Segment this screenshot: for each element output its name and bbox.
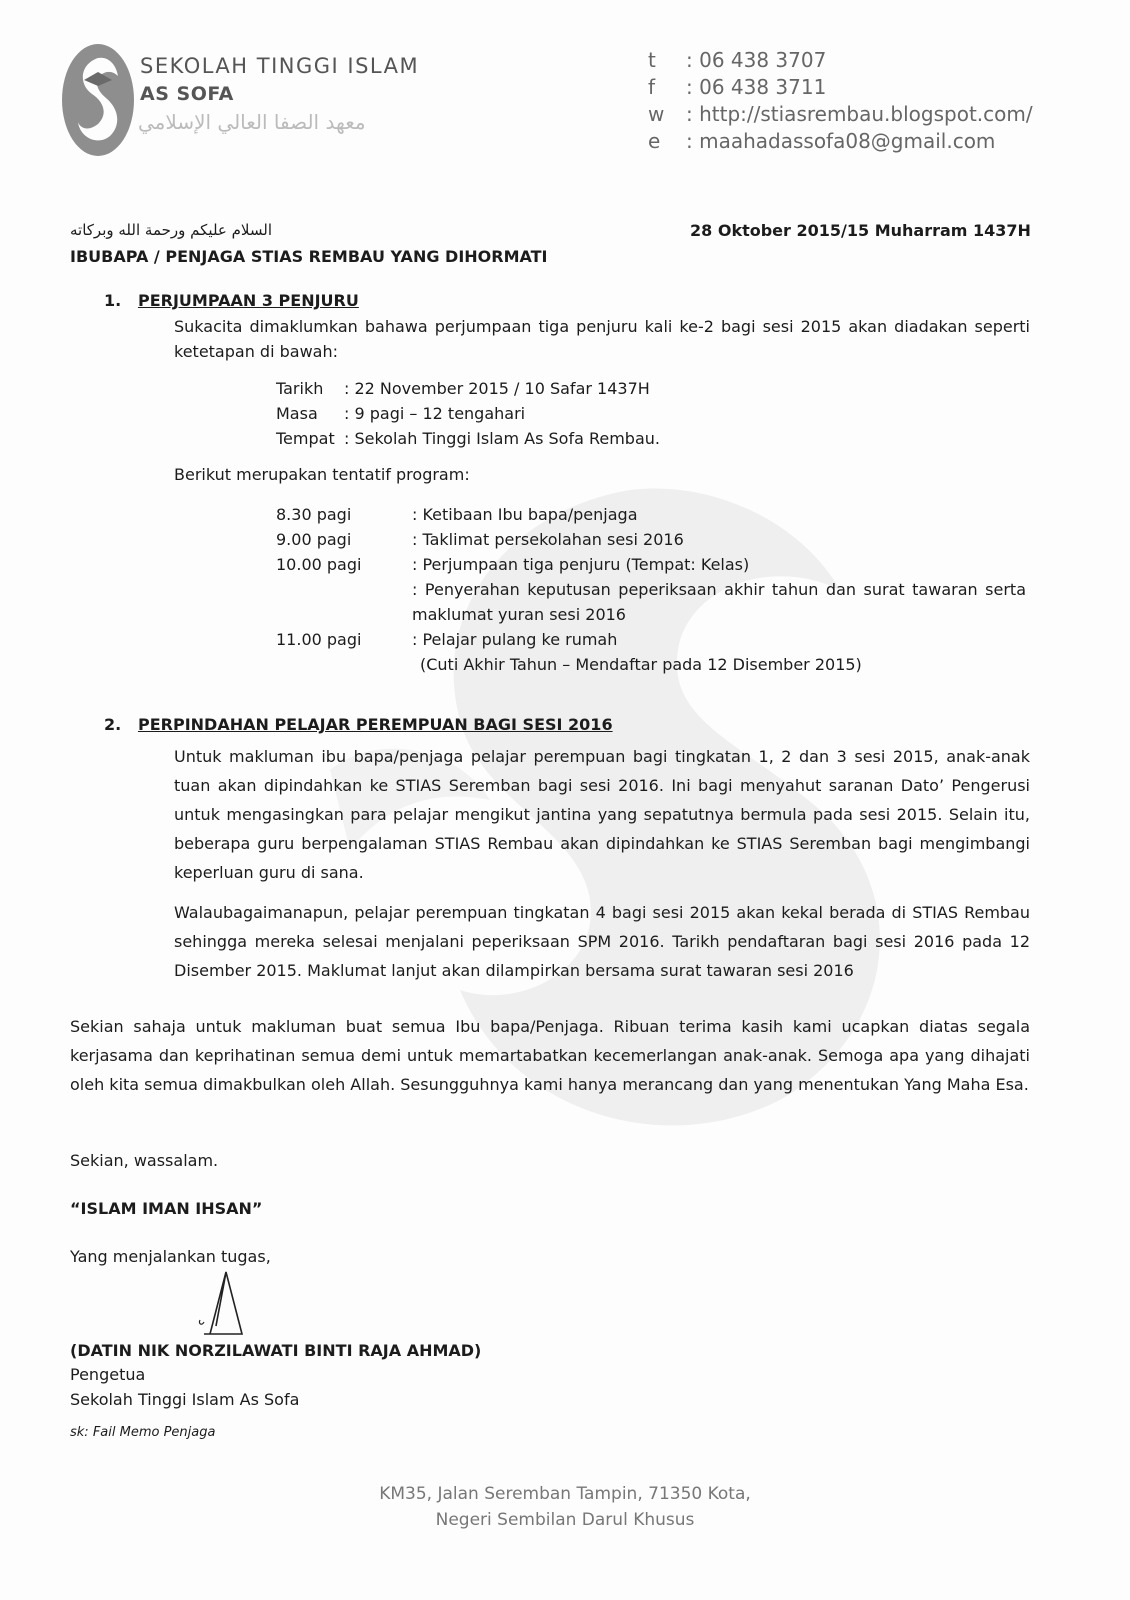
school-name: SEKOLAH TINGGI ISLAM bbox=[140, 54, 420, 78]
schedule-row bbox=[276, 577, 1036, 627]
cc-note: sk: Fail Memo Penjaga bbox=[70, 1425, 216, 1440]
schedule-time: 9.00 pagi bbox=[276, 530, 352, 549]
section1-number: 1. bbox=[104, 291, 122, 310]
signer-name: (DATIN NIK NORZILAWATI BINTI RAJA AHMAD) bbox=[70, 1341, 482, 1360]
contact-row-web bbox=[648, 100, 1033, 127]
schedule-row bbox=[276, 552, 1036, 577]
schedule-activity: : Penyerahan keputusan peperiksaan akhir tahun dan surat tawaran serta maklumat yuran sesi 2016 bbox=[412, 580, 1026, 624]
schedule-time: 8.30 pagi bbox=[276, 505, 352, 524]
schedule-time bbox=[276, 652, 412, 677]
schedule-activity: : Taklimat persekolahan sesi 2016 bbox=[412, 530, 684, 549]
section2-paragraph-2: Walaubagaimanapun, pelajar perempuan tingkatan 4 bagi sesi 2015 akan kekal berada di STIAS Rembau sehingga mereka selesai menjalani peperiksaan SPM 2016. Tarikh pendaftaran bagi sesi 2016 pada 12 Disember 2015. Maklumat lanjut akan dilampirkan bersama surat tawaran sesi 2016 bbox=[174, 903, 1030, 980]
wassalam: Sekian, wassalam. bbox=[70, 1151, 219, 1170]
detail-row-time bbox=[276, 401, 876, 426]
schedule-activity: : Pelajar pulang ke rumah bbox=[412, 630, 618, 649]
meeting-details bbox=[276, 376, 876, 451]
contact-email: : maahadassofa08@gmail.com bbox=[686, 128, 996, 153]
detail-label: Tarikh bbox=[276, 379, 324, 398]
schedule-time bbox=[276, 577, 412, 627]
motto: “ISLAM IMAN IHSAN” bbox=[70, 1199, 263, 1218]
contact-phone: : 06 438 3707 bbox=[686, 47, 827, 72]
signer-school: Sekolah Tinggi Islam As Sofa bbox=[70, 1390, 300, 1409]
schedule-row bbox=[276, 627, 1036, 652]
schedule-activity: (Cuti Akhir Tahun – Mendaftar pada 12 Disember 2015) bbox=[420, 655, 862, 674]
contact-row-fax bbox=[648, 73, 1033, 100]
contact-block bbox=[648, 46, 1033, 154]
contact-key: f bbox=[648, 74, 656, 99]
section2-title: PERPINDAHAN PELAJAR PEREMPUAN BAGI SESI 2016 bbox=[138, 715, 613, 734]
footer-address-line-1: KM35, Jalan Seremban Tampin, 71350 Kota, bbox=[379, 1484, 751, 1504]
letter-date: 28 Oktober 2015/15 Muharram 1437H bbox=[690, 221, 1031, 240]
contact-row-email bbox=[648, 127, 1033, 154]
salam-greeting: السلام عليكم ورحمة الله وبركاته bbox=[70, 221, 272, 239]
detail-row-date bbox=[276, 376, 876, 401]
section1-title: PERJUMPAAN 3 PENJURU bbox=[138, 291, 359, 310]
detail-value: : 22 November 2015 / 10 Safar 1437H bbox=[344, 379, 650, 398]
program-intro: Berikut merupakan tentatif program: bbox=[174, 465, 470, 484]
contact-key: t bbox=[648, 47, 656, 72]
signer-position: Pengetua bbox=[70, 1365, 146, 1384]
detail-value: : Sekolah Tinggi Islam As Sofa Rembau. bbox=[344, 429, 660, 448]
detail-row-place bbox=[276, 426, 876, 451]
schedule-activity: : Ketibaan Ibu bapa/penjaga bbox=[412, 505, 638, 524]
contact-website: : http://stiasrembau.blogspot.com/ bbox=[686, 101, 1033, 126]
school-subname: AS SOFA bbox=[140, 83, 234, 105]
section2-number: 2. bbox=[104, 715, 122, 734]
schedule-row bbox=[276, 652, 1036, 677]
closing-paragraph: Sekian sahaja untuk makluman buat semua Ibu bapa/Penjaga. Ribuan terima kasih kami ucapkan diatas segala kerjasama dan keprihatinan semua demi untuk memartabatkan kecemerlangan anak-anak. Semoga apa yang dihajati oleh kita semua dimakbulkan oleh Allah. Sesungguhnya kami hanya merancang dan yang menentukan Yang Maha Esa. bbox=[70, 1017, 1030, 1094]
section1-intro: Sukacita dimaklumkan bahawa perjumpaan tiga penjuru kali ke-2 bagi sesi 2015 akan diadakan seperti ketetapan di bawah: bbox=[174, 317, 1030, 361]
contact-key: e bbox=[648, 128, 661, 153]
arabic-school-name: معهد الصفا العالي الإسلامي bbox=[138, 110, 366, 134]
school-logo-icon bbox=[58, 40, 138, 160]
program-schedule bbox=[276, 502, 1036, 677]
schedule-time: 11.00 pagi bbox=[276, 630, 362, 649]
schedule-row bbox=[276, 527, 1036, 552]
addressee: IBUBAPA / PENJAGA STIAS REMBAU YANG DIHORMATI bbox=[70, 247, 548, 266]
detail-label: Masa bbox=[276, 404, 318, 423]
schedule-time: 10.00 pagi bbox=[276, 555, 362, 574]
schedule-row bbox=[276, 502, 1036, 527]
footer-address-line-2: Negeri Sembilan Darul Khusus bbox=[435, 1510, 695, 1530]
detail-label: Tempat bbox=[276, 429, 335, 448]
section2-paragraph-1: Untuk makluman ibu bapa/penjaga pelajar perempuan bagi tingkatan 1, 2 dan 3 sesi 2015, anak-anak tuan akan dipindahkan ke STIAS Seremban bagi sesi 2016. Ini bagi menyahut saranan Dato’ Pengerusi untuk mengasingkan para pelajar mengikut jantina yang sepatutnya bermula pada sesi 2015. Selain itu, beberapa guru berpengalaman STIAS Rembau akan dipindahkan ke STIAS Seremban bagi mengimbangi keperluan guru di sana. bbox=[174, 747, 1030, 882]
schedule-activity: : Perjumpaan tiga penjuru (Tempat: Kelas) bbox=[412, 555, 750, 574]
signature-icon bbox=[196, 1264, 256, 1344]
contact-fax: : 06 438 3711 bbox=[686, 74, 827, 99]
duty-line: Yang menjalankan tugas, bbox=[70, 1247, 271, 1266]
detail-value: : 9 pagi – 12 tengahari bbox=[344, 404, 526, 423]
contact-row-phone bbox=[648, 46, 1033, 73]
contact-key: w bbox=[648, 101, 665, 126]
